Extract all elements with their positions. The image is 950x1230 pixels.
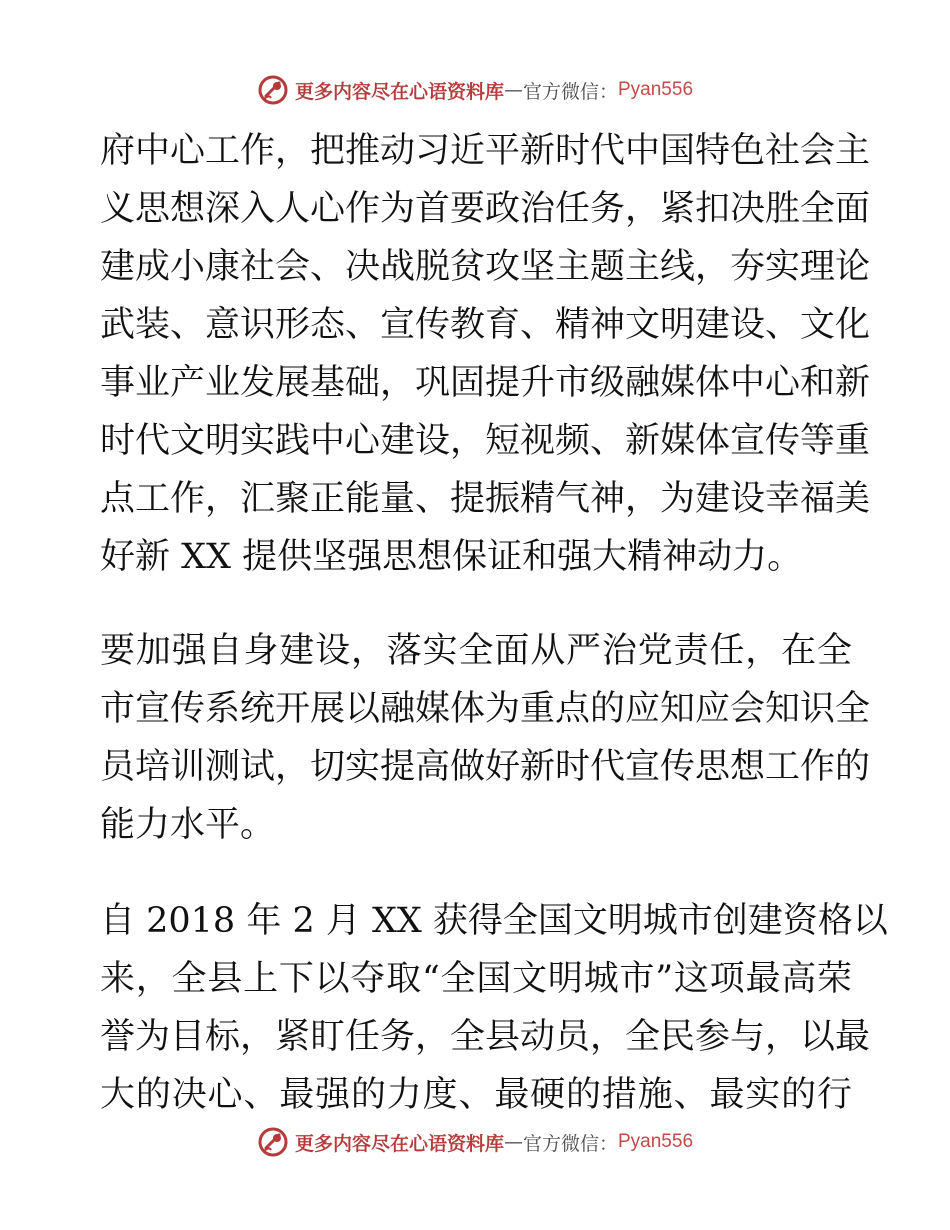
- paragraph-2: [100, 622, 871, 854]
- text-line: 能力水平。: [100, 805, 276, 845]
- text-line: 市宣传系统开展以融媒体为重点的应知应会知识全: [100, 689, 871, 729]
- paragraph-1: [100, 122, 871, 586]
- text-line: 时代文明实践中心建设，短视频、新媒体宣传等重: [100, 421, 871, 461]
- paragraph-spacer: [100, 586, 852, 622]
- watermark-brand: 更多内容尽在心语资料库: [294, 80, 504, 103]
- text-line: 员培训测试，切实提高做好新时代宣传思想工作的: [100, 747, 871, 787]
- watermark-contact-label: 官方微信：: [522, 80, 618, 103]
- text-line: 点工作，汇聚正能量、提振精气神，为建设幸福美: [100, 479, 871, 519]
- watermark-brand: 更多内容尽在心语资料库: [294, 1132, 504, 1155]
- text-line: 好新 XX 提供坚强思想保证和强大精神动力。: [100, 537, 803, 577]
- paragraph-3: [100, 892, 888, 1124]
- text-line: 武装、意识形态、宣传教育、精神文明建设、文化: [100, 305, 871, 345]
- brand-logo-icon: [257, 74, 289, 106]
- text-line: 府中心工作，把推动习近平新时代中国特色社会主: [100, 131, 871, 171]
- watermark-contact-label: 官方微信：: [522, 1132, 618, 1155]
- watermark-handle: Pyan556: [618, 1131, 694, 1152]
- watermark-handle: Pyan556: [618, 79, 694, 100]
- text-line: 自 2018 年 2 月 XX 获得全国文明城市创建资格以: [100, 901, 888, 941]
- header-watermark: [0, 70, 950, 110]
- brand-logo-icon: [257, 1126, 289, 1158]
- footer-watermark: [0, 1122, 950, 1162]
- text-line: 建成小康社会、决战脱贫攻坚主题主线，夯实理论: [100, 247, 871, 287]
- watermark-separator: —: [503, 1131, 523, 1153]
- watermark-separator: —: [503, 79, 523, 101]
- text-line: 誉为目标，紧盯任务，全县动员，全民参与，以最: [100, 1017, 871, 1057]
- text-line: 要加强自身建设，落实全面从严治党责任，在全: [100, 631, 852, 671]
- text-line: 大的决心、最强的力度、最硬的措施、最实的行: [100, 1075, 852, 1115]
- text-line: 义思想深入人心作为首要政治任务，紧扣决胜全面: [100, 189, 871, 229]
- text-line: 事业产业发展基础，巩固提升市级融媒体中心和新: [100, 363, 871, 403]
- text-line: 来，全县上下以夺取“全国文明城市”这项最高荣: [100, 959, 852, 999]
- document-body: [100, 122, 888, 1124]
- paragraph-spacer: [100, 854, 852, 892]
